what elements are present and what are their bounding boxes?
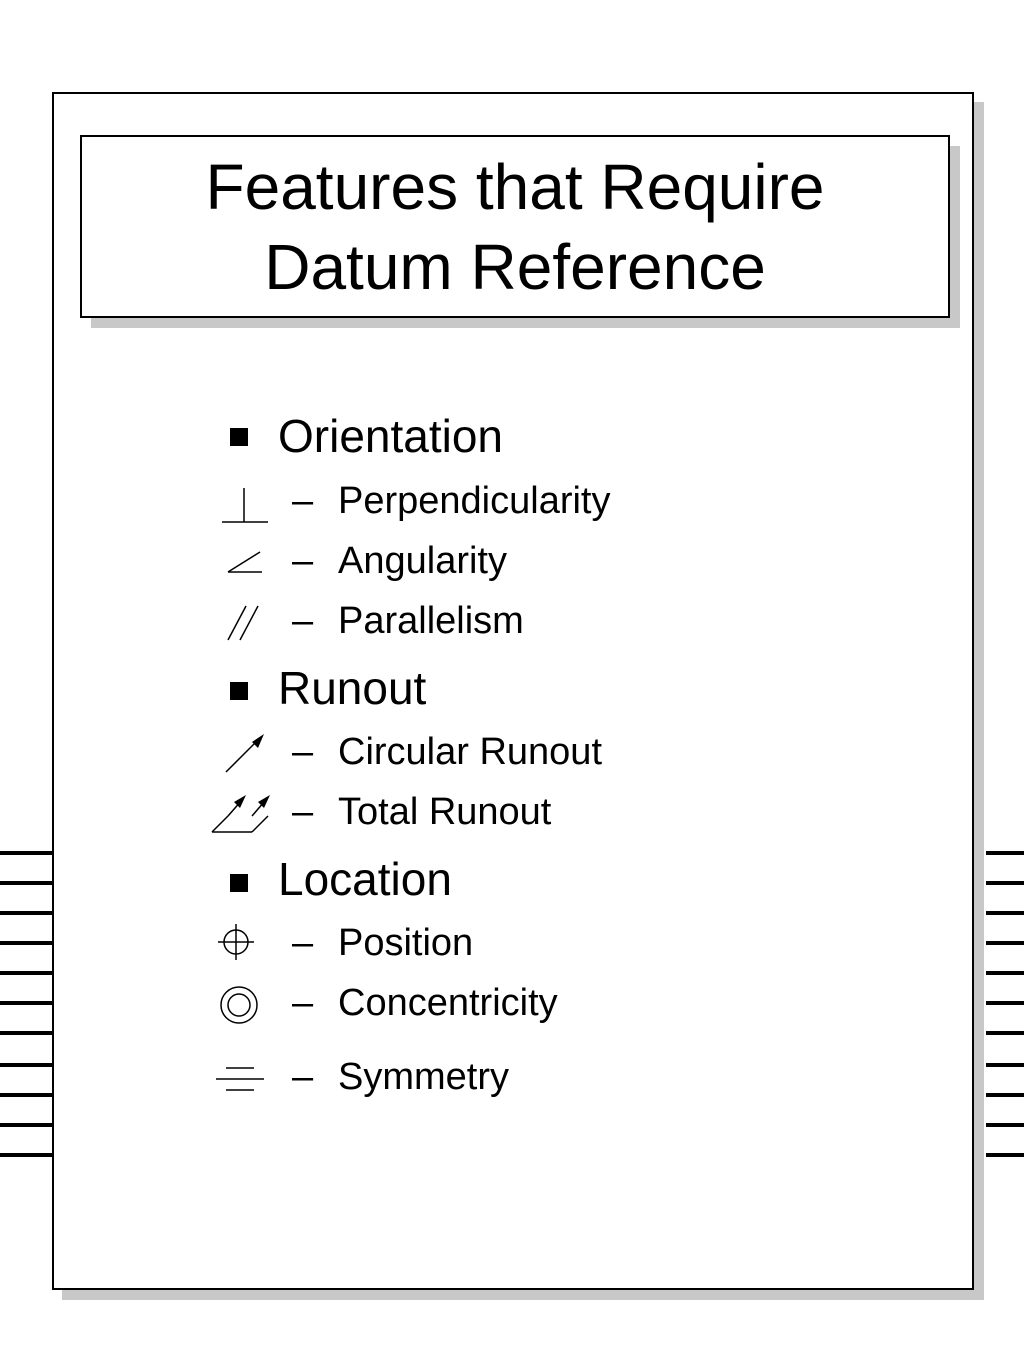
list-item-dash: – [292,791,314,833]
section-heading-runout: Runout [278,662,427,714]
bullet-square-icon [230,682,248,700]
angularity-icon [222,544,270,578]
margin-line [986,881,1024,885]
margin-line [0,1093,52,1097]
margin-line [0,1031,52,1035]
total-runout-icon [208,790,276,836]
margin-line [986,851,1024,855]
margin-line [986,1123,1024,1127]
title-box [80,135,950,318]
list-item-symmetry: Symmetry [338,1056,509,1098]
margin-line [986,1031,1024,1035]
list-item-angularity: Angularity [338,540,507,582]
list-item-dash: – [292,540,314,582]
list-item-circular-runout: Circular Runout [338,731,602,773]
margin-line [986,1093,1024,1097]
margin-line [0,1123,52,1127]
margin-line [986,941,1024,945]
section-heading-orientation: Orientation [278,410,504,462]
margin-line [0,1001,52,1005]
list-item-dash: – [292,600,314,642]
list-item-total-runout: Total Runout [338,791,552,833]
page-title: Features that Require Datum Reference [205,150,825,303]
position-icon [216,922,256,962]
list-item-parallelism: Parallelism [338,600,524,642]
margin-line [0,881,52,885]
margin-line [0,1063,52,1067]
list-item-dash: – [292,982,314,1024]
margin-line [986,1001,1024,1005]
list-item-dash: – [292,1056,314,1098]
perpendicularity-icon [218,484,272,528]
bullet-square-icon [230,874,248,892]
margin-line [0,971,52,975]
margin-line [986,1153,1024,1157]
list-item-dash: – [292,731,314,773]
circular-runout-icon [220,730,270,776]
concentricity-icon [218,984,260,1026]
margin-line [986,1063,1024,1067]
list-item-perpendicularity: Perpendicularity [338,480,611,522]
symmetry-icon [214,1062,266,1096]
bullet-square-icon [230,428,248,446]
margin-line [0,851,52,855]
list-item-concentricity: Concentricity [338,982,558,1024]
margin-line [0,1153,52,1157]
margin-line [0,941,52,945]
margin-line [0,911,52,915]
list-item-dash: – [292,922,314,964]
margin-line [986,911,1024,915]
list-item-dash: – [292,480,314,522]
margin-line [986,971,1024,975]
list-item-position: Position [338,922,474,964]
section-heading-location: Location [278,853,452,905]
parallelism-icon [222,600,266,644]
